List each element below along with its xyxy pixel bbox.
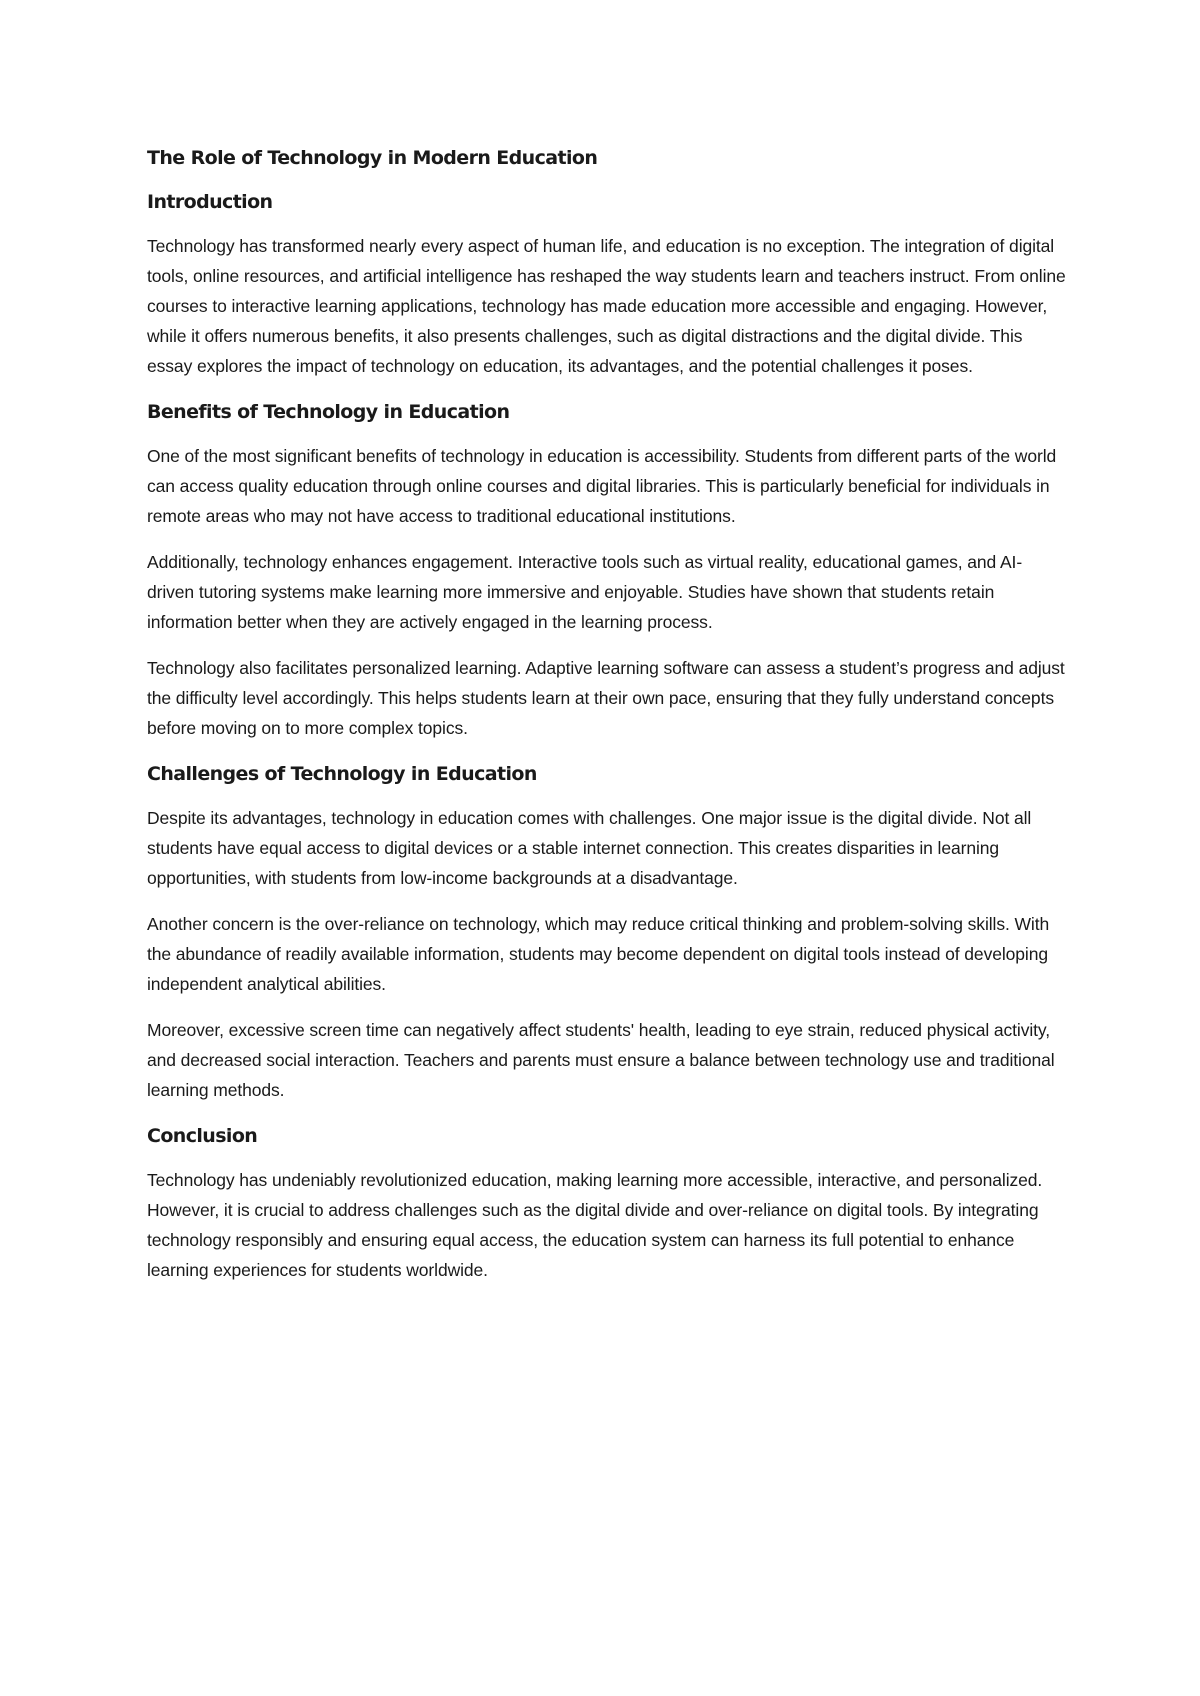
document-title: The Role of Technology in Modern Education [147,147,598,169]
section-heading-introduction: Introduction [147,191,273,213]
section-heading-conclusion: Conclusion [147,1125,258,1147]
paragraph: Technology also facilitates personalized learning. Adaptive learning software can assess a student’s progress and adjust the difficulty level accordingly. This helps students learn at their own pace, ensuring that they fully understand concepts before moving on to more complex topics. [147,658,1065,738]
paragraph: Despite its advantages, technology in education comes with challenges. One major issue is the digital divide. Not all students have equal access to digital devices or a stable internet connection. This creates disparities in learning opportunities, with students from low-income backgrounds at a disadvantage. [147,808,1032,888]
paragraph: Additionally, technology enhances engagement. Interactive tools such as virtual reality, educational games, and AI-driven tutoring systems make learning more immersive and enjoyable. Studies have shown that students retain information better when they are actively engaged in the learning process. [147,552,1023,632]
section-heading-challenges: Challenges of Technology in Education [147,763,537,785]
paragraph: Moreover, excessive screen time can negatively affect students' health, leading to eye strain, reduced physical activity, and decreased social interaction. Teachers and parents must ensure a balance between technology use and traditional learning methods. [147,1020,1055,1100]
paragraph: One of the most significant benefits of technology in education is accessibility. Students from different parts of the world can access quality education through online courses and digital libraries. This is particularly beneficial for individuals in remote areas who may not have access to traditional educational institutions. [147,446,1057,526]
document-body [147,143,1067,1301]
section-heading-benefits: Benefits of Technology in Education [147,401,510,423]
paragraph: Technology has undeniably revolutionized education, making learning more accessible, interactive, and personalized. However, it is crucial to address challenges such as the digital divide and over-reliance on digital tools. By integrating technology responsibly and ensuring equal access, the education system can harness its full potential to enhance learning experiences for students worldwide. [147,1170,1043,1280]
paragraph: Technology has transformed nearly every aspect of human life, and education is no exception. The integration of digital tools, online resources, and artificial intelligence has reshaped the way students learn and teachers instruct. From online courses to interactive learning applications, technology has made education more accessible and engaging. However, while it offers numerous benefits, it also presents challenges, such as digital distractions and the digital divide. This essay explores the impact of technology on education, its advantages, and the potential challenges it poses. [147,236,1066,376]
paragraph: Another concern is the over-reliance on technology, which may reduce critical thinking and problem-solving skills. With the abundance of readily available information, students may become dependent on digital tools instead of developing independent analytical abilities. [147,914,1050,994]
